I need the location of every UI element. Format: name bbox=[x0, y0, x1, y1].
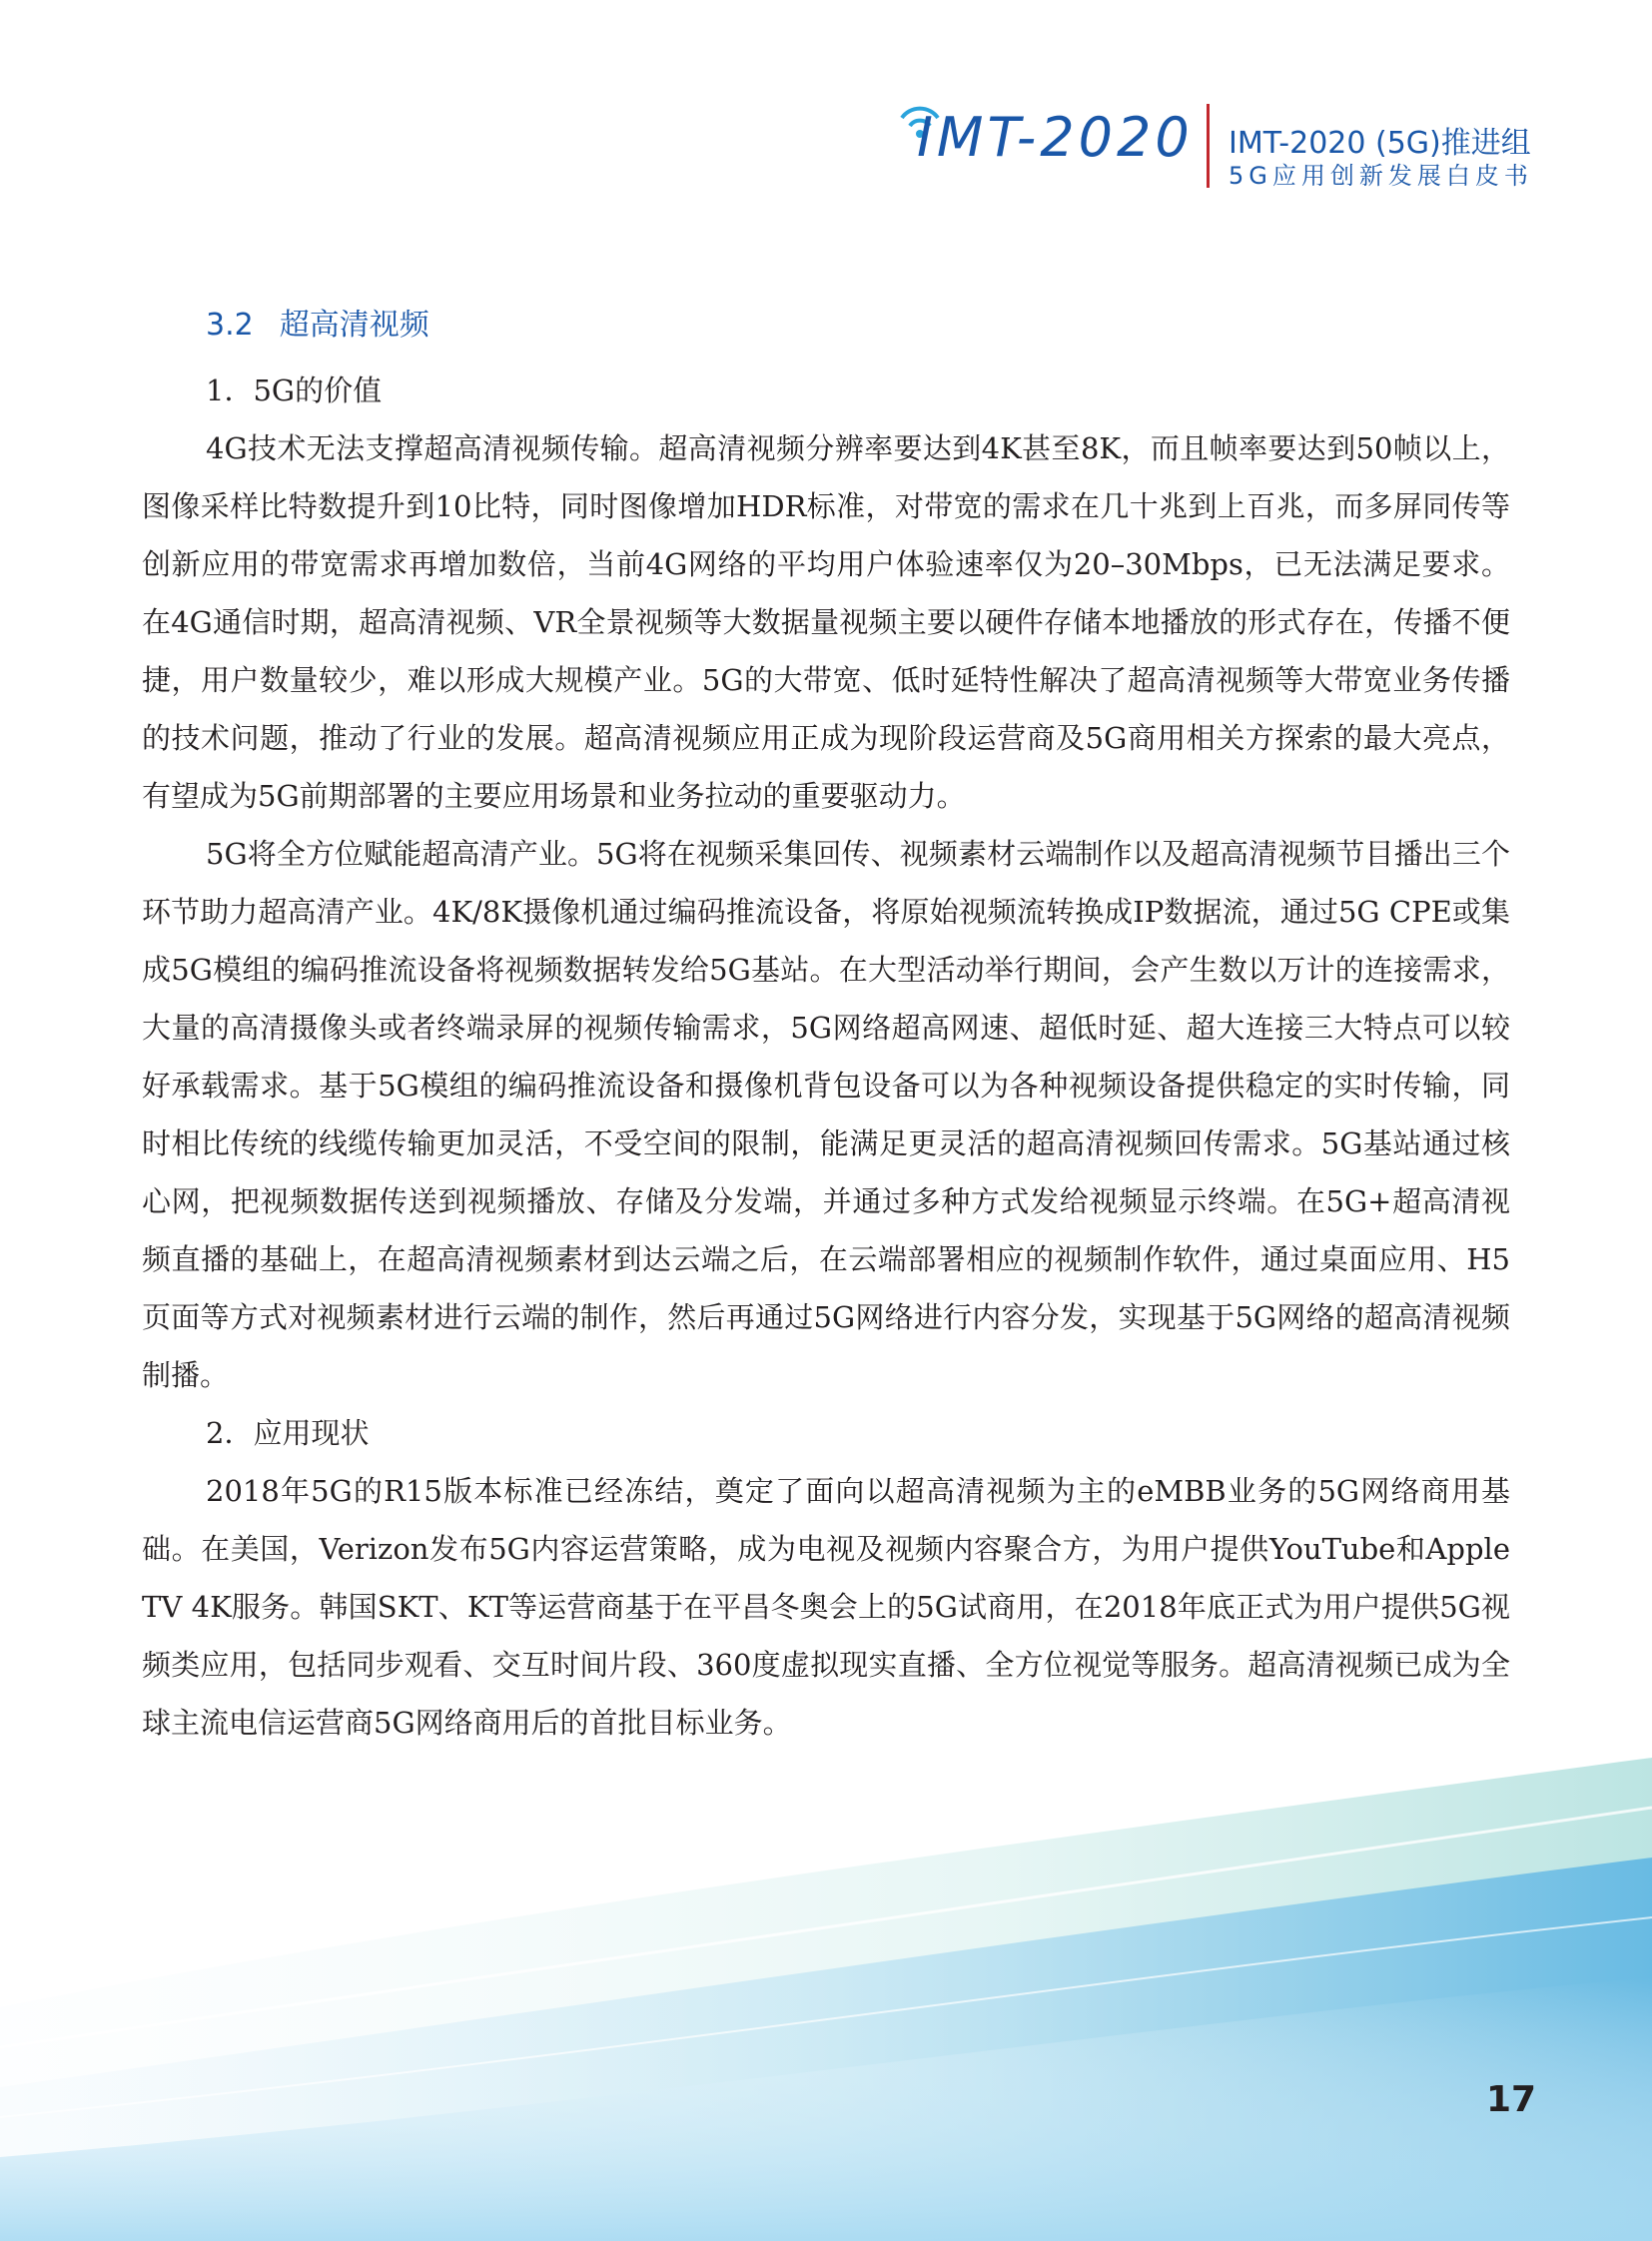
paragraph: 4G技术无法支撑超高清视频传输。超高清视频分辨率要达到4K甚至8K，而且帧率要达到50帧以上，图像采样比特数提升到10比特，同时图像增加HDR标准，对带宽的需求在几十兆到上百兆，而多屏同传等创新应用的带宽需求再增加数倍，当前4G网络的平均用户体验速率仅为20–30Mbps，已无法满足要求。在4G通信时期，超高清视频、VR全景视频等大数据量视频主要以硬件存储本地播放的形式存在，传播不便捷，用户数量较少，难以形成大规模产业。5G的大带宽、低时延特性解决了超高清视频等大带宽业务传播的技术问题，推动了行业的发展。超高清视频应用正成为现阶段运营商及5G商用相关方探索的最大亮点，有望成为5G前期部署的主要应用场景和业务拉动的重要驱动力。 bbox=[142, 431, 1510, 813]
header-subtitle: 5G应用创新发展白皮书 bbox=[1229, 162, 1533, 190]
main-content bbox=[142, 300, 1510, 1752]
section-number: 3.2 bbox=[206, 308, 254, 343]
subsection-heading: 1．5G的价值 bbox=[206, 374, 383, 407]
section-heading bbox=[206, 300, 1510, 352]
logo-wordmark: IMT-2020 bbox=[917, 106, 1194, 169]
paragraph: 2018年5G的R15版本标准已经冻结，奠定了面向以超高清视频为主的eMBB业务的5G网络商用基础。在美国，Verizon发布5G内容运营策略，成为电视及视频内容聚合方，为用户提供YouTube和Apple TV 4K服务。韩国SKT、KT等运营商基于在平昌冬奥会上的5G试商用，在2018年底正式为用户提供5G视频类应用，包括同步观看、交互时间片段、360度虚拟现实直播、全方位视觉等服务。超高清视频已成为全球主流电信运营商5G网络商用后的首批目标业务。 bbox=[142, 1474, 1510, 1740]
header-divider bbox=[1207, 104, 1210, 188]
section-title: 超高清视频 bbox=[279, 308, 429, 343]
page-number: 17 bbox=[1486, 2079, 1537, 2120]
header-title: IMT-2020 (5G)推进组 bbox=[1229, 126, 1531, 161]
paragraph: 5G将全方位赋能超高清产业。5G将在视频采集回传、视频素材云端制作以及超高清视频节目播出三个环节助力超高清产业。4K/8K摄像机通过编码推流设备，将原始视频流转换成IP数据流，通过5G CPE或集成5G模组的编码推流设备将视频数据转发给5G基站。在大型活动举行期间，会产生数以万计的连接需求，大量的高清摄像头或者终端录屏的视频传输需求，5G网络超高网速、超低时延、超大连接三大特点可以较好承载需求。基于5G模组的编码推流设备和摄像机背包设备可以为各种视频设备提供稳定的实时传输，同时相比传统的线缆传输更加灵活，不受空间的限制，能满足更灵活的超高清视频回传需求。5G基站通过核心网，把视频数据传送到视频播放、存储及分发端，并通过多种方式发给视频显示终端。在5G+超高清视频直播的基础上，在超高清视频素材到达云端之后，在云端部署相应的视频制作软件，通过桌面应用、H5页面等方式对视频素材进行云端的制作，然后再通过5G网络进行内容分发，实现基于5G网络的超高清视频制播。 bbox=[142, 837, 1510, 1392]
page-header bbox=[0, 0, 1652, 220]
subsection-heading: 2．应用现状 bbox=[206, 1416, 370, 1450]
